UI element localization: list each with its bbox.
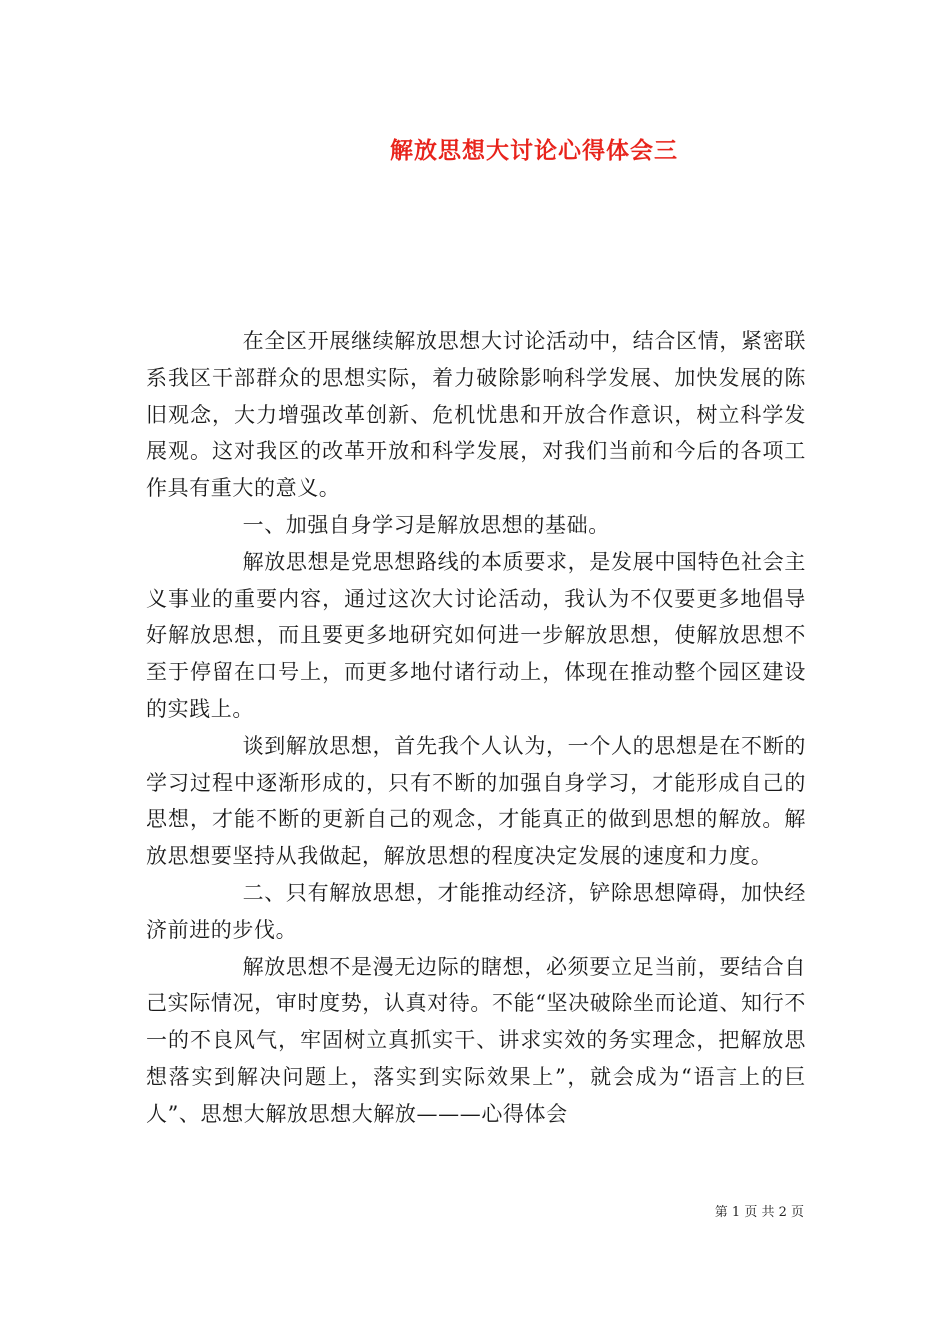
paragraph: 解放思想不是漫无边际的瞎想，必须要立足当前，要结合自己实际情况，审时度势，认真对待。不能“坚决破除坐而论道、知行不一的不良风气，牢固树立真抓实干、讲求实效的务实理念，把解放思想落实到解决问题上，落实到实际效果上”，就会成为“语言上的巨人”、思想大解放思想大解放———心得体会 (146, 954, 806, 1126)
page-number-footer: 第 1 页 共 2 页 (714, 1205, 804, 1220)
document-body (146, 323, 806, 1133)
paragraph: 谈到解放思想，首先我个人认为，一个人的思想是在不断的学习过程中逐渐形成的，只有不断的加强自身学习，才能形成自己的思想，才能不断的更新自己的观念，才能真正的做到思想的解放。解放思想要坚持从我做起，解放思想的程度决定发展的速度和力度。 (146, 733, 806, 869)
section-heading: 二、只有解放思想，才能推动经济，铲除思想障碍，加快经济前进的步伐。 (146, 880, 806, 942)
section-heading: 一、加强自身学习是解放思想的基础。 (242, 512, 610, 537)
paragraph: 解放思想是党思想路线的本质要求，是发展中国特色社会主义事业的重要内容，通过这次大讨论活动，我认为不仅要更多地倡导好解放思想，而且要更多地研究如何进一步解放思想，使解放思想不至于停留在口号上，而更多地付诸行动上，体现在推动整个园区建设的实践上。 (146, 549, 806, 721)
document-title: 解放思想大讨论心得体会三 (390, 137, 678, 164)
paragraph: 在全区开展继续解放思想大讨论活动中，结合区情，紧密联系我区干部群众的思想实际，着力破除影响科学发展、加快发展的陈旧观念，大力增强改革创新、危机忧患和开放合作意识，树立科学发展观。这对我区的改革开放和科学发展，对我们当前和今后的各项工作具有重大的意义。 (146, 329, 806, 501)
